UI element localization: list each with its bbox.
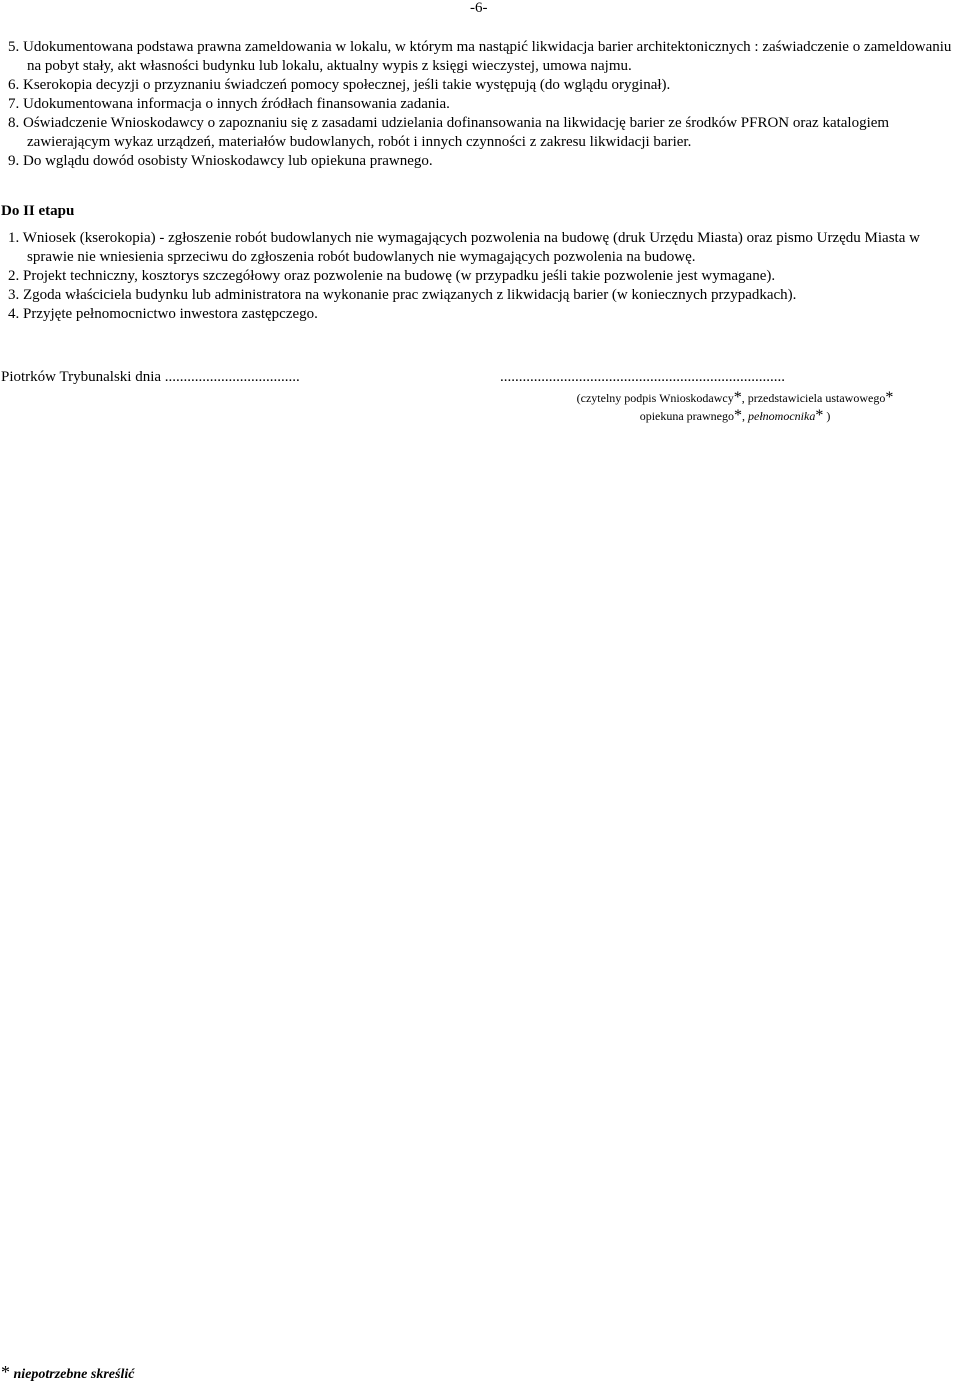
- page-number: -6-: [470, 0, 488, 16]
- asterisk: *: [815, 407, 824, 424]
- place-date-field: Piotrków Trybunalski dnia ....................................: [1, 369, 300, 385]
- list-item: 6. Kserokopia decyzji o przyznaniu świadczeń pomocy społecznej, jeśli takie występują (do wglądu oryginał).: [8, 77, 671, 93]
- asterisk: *: [1, 1362, 10, 1382]
- caption-text: (czytelny podpis Wnioskodawcy: [576, 391, 734, 405]
- list-item: 8. Oświadczenie Wnioskodawcy o zapoznaniu się z zasadami udzielania dofinansowania na likwidację barier ze środków PFRON oraz katalogiem zawierającym wykaz urządzeń, materiałów budowlanych, robót i innych czynności z zakresu likwidacji barier.: [8, 115, 890, 150]
- list-item: 3. Zgoda właściciela budynku lub administratora na wykonanie prac związanych z likwidacją barier (w koniecznych przypadkach).: [8, 287, 797, 303]
- caption-italic: pełnomocnika: [748, 409, 816, 423]
- signature-caption-line: [520, 407, 950, 425]
- asterisk: *: [734, 407, 742, 424]
- signature-caption-line: [520, 389, 950, 407]
- list-item: 2. Projekt techniczny, kosztorys szczegółowy oraz pozwolenie na budowę (w przypadku jeśli takie pozwolenie jest wymagane).: [8, 268, 776, 284]
- footnote: [1, 1362, 134, 1383]
- required-documents-list: [8, 38, 954, 171]
- stage-heading: Do II etapu: [1, 203, 75, 219]
- caption-text: ,: [742, 409, 748, 423]
- caption-text: ): [823, 409, 831, 423]
- stage-two-documents-list: [8, 229, 954, 324]
- list-item: 5. Udokumentowana podstawa prawna zameldowania w lokalu, w którym ma nastąpić likwidacja barier architektonicznych : zaświadczenie o zameldowaniu na pobyt stały, akt własności budynku lub lokalu, aktualny wypis z księgi wieczystej, umowa najmu.: [8, 39, 952, 74]
- caption-text: , przedstawiciela ustawowego: [741, 391, 886, 405]
- footnote-text: niepotrzebne skreślić: [10, 1367, 135, 1382]
- signature-line: ............................................................................: [500, 369, 785, 385]
- list-item: 9. Do wglądu dowód osobisty Wnioskodawcy lub opiekuna prawnego.: [8, 153, 433, 169]
- asterisk: *: [733, 389, 742, 406]
- list-item: 4. Przyjęte pełnomocnictwo inwestora zastępczego.: [8, 306, 318, 322]
- asterisk: *: [885, 389, 894, 406]
- signature-caption: [520, 389, 950, 425]
- caption-text: opiekuna prawnego: [639, 409, 734, 423]
- list-item: 7. Udokumentowana informacja o innych źródłach finansowania zadania.: [8, 96, 450, 112]
- list-item: 1. Wniosek (kserokopia) - zgłoszenie robót budowlanych nie wymagających pozwolenia na budowę (druk Urzędu Miasta) oraz pismo Urzędu Miasta w sprawie nie wniesienia sprzeciwu do zgłoszenia robót budowlanych nie wymagających pozwolenia na budowę.: [8, 230, 920, 265]
